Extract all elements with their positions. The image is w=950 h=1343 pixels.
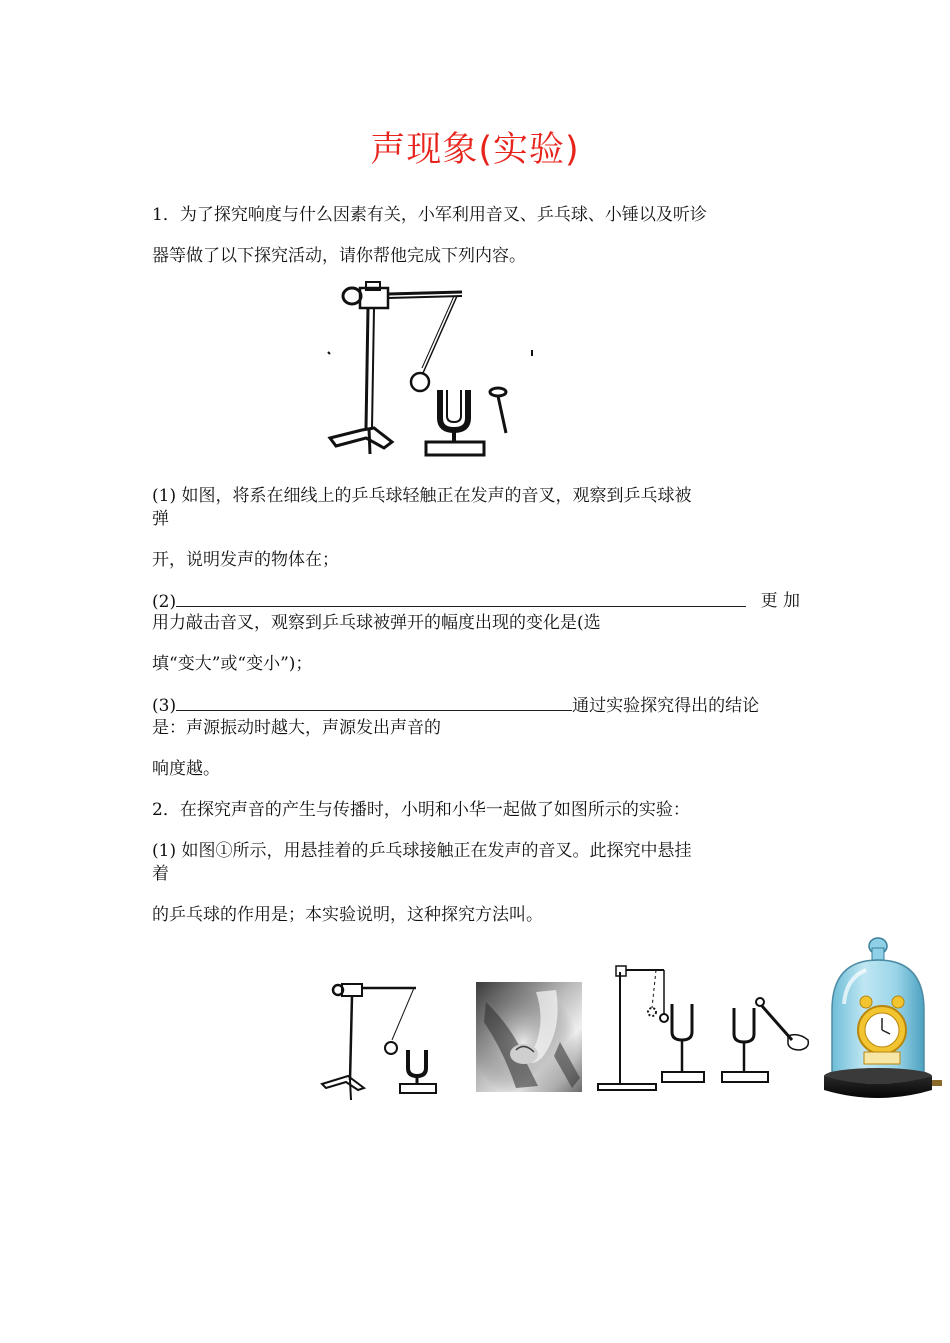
q1-s3-prefix: (3) bbox=[152, 696, 177, 716]
q1-s1-line3: 开，说明发声的物体在； bbox=[152, 550, 339, 570]
figure-2-photo-hands bbox=[476, 982, 582, 1092]
q2-s1-line1: (1) 如图①所示，用悬挂着的乒乓球接触正在发声的音叉。此探究中悬挂 bbox=[152, 841, 692, 861]
page-title: 声现象(实验) bbox=[370, 130, 580, 170]
q1-s2-line2: 用力敲击音叉，观察到乒乓球被弹开的幅度出现的变化是(选 bbox=[152, 613, 601, 633]
answer-blank bbox=[176, 694, 572, 711]
q1-s3-suffix: 通过实验探究得出的结论 bbox=[572, 696, 760, 716]
q1-line2: 器等做了以下探究活动，请你帮他完成下列内容。 bbox=[152, 246, 526, 266]
figure-1-suspended-ball bbox=[318, 972, 448, 1104]
figure-3-two-tuning-forks bbox=[594, 960, 816, 1092]
q1-s2-line1 bbox=[152, 590, 800, 613]
q1-s1-line1: (1) 如图，将系在细线上的乒乓球轻触正在发声的音叉，观察到乒乓球被 bbox=[152, 486, 692, 506]
q1-s3-line1 bbox=[152, 694, 800, 717]
q1-s3-line3: 响度越。 bbox=[152, 759, 220, 779]
answer-blank bbox=[176, 590, 746, 607]
q1-s2-line3: 填“变大”或“变小”)； bbox=[152, 654, 313, 674]
q2-s1-line3: 的乒乓球的作用是；本实验说明，这种探究方法叫。 bbox=[152, 905, 543, 925]
q2-line1: 2．在探究声音的产生与传播时，小明和小华一起做了如图所示的实验： bbox=[152, 800, 690, 820]
q1-s3-line2: 是：声源振动时越大，声源发出声音的 bbox=[152, 718, 441, 738]
tuning-fork-apparatus-figure bbox=[322, 278, 537, 464]
q2-s1-line2: 着 bbox=[152, 864, 169, 884]
q1-s1-line2: 弹 bbox=[152, 509, 169, 529]
q1-s2-prefix: (2) bbox=[152, 592, 177, 612]
q1-line1: 1．为了探究响度与什么因素有关，小军利用音叉、乒乓球、小锤以及听诊 bbox=[152, 205, 707, 225]
q1-s2-suffix: 更 加 bbox=[760, 591, 800, 611]
figure-4-bell-jar-alarm-clock bbox=[822, 934, 946, 1110]
